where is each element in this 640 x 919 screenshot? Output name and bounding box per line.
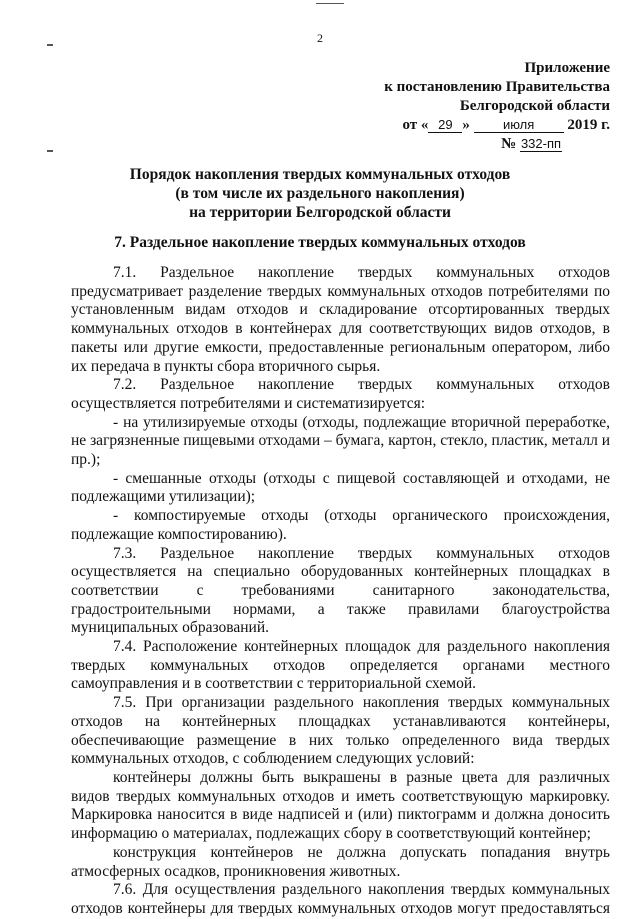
date-day: 29 <box>428 118 462 133</box>
appendix-date <box>360 116 610 135</box>
paragraph-7-6: 7.6. Для осуществления раздельного накопления твердых коммунальных отходов контейнеры для твердых коммунальных отходов могут предоставляться <box>71 881 610 917</box>
scan-mark <box>316 3 344 4</box>
condition-colors: контейнеры должны быть выкрашены в разные цвета для различных видов твердых коммунальных отходов и иметь соответствующую маркировку. Маркировка наносится в виде надписей и (или) пиктограмм и должна доносить информацию о материалах, подлежащих сбору в соответствующий контейнер; <box>71 768 610 843</box>
scan-mark <box>47 150 53 152</box>
appendix-title: Приложение <box>524 60 610 76</box>
page-number: 2 <box>317 31 323 45</box>
paragraph-7-3: 7.3. Раздельное накопление твердых коммунальных отходов осуществляется на специально оборудованных контейнерных площадках в соответствии с требованиями санитарного законодательства, градостроительными нормами, а также правилами благоустройства муниципальных образований. <box>71 544 610 637</box>
paragraph-7-1: 7.1. Раздельное накопление твердых коммунальных отходов предусматривает разделение твердых коммунальных отходов потребителями по установленным видам отходов и складирование отсортированных твердых коммунальных отходов в контейнерах для соответствующих видов отходов, в пакеты или другие емкости, предоставленные региональным оператором, либо их передача в пункты сбора вторичного сырья. <box>71 264 610 375</box>
title-line-3: на территории Белгородской области <box>189 204 451 221</box>
paragraph-7-2: 7.2. Раздельное накопление твердых коммунальных отходов осуществляется потребителями и систематизируется: <box>71 376 610 412</box>
list-item-recyclable: - на утилизируемые отходы (отходы, подлежащие вторичной переработке, не загрязненные пищевыми отходами – бумага, картон, стекло, пластик, металл и пр.); <box>71 413 610 469</box>
date-prefix: от « <box>402 117 429 133</box>
date-mid: » <box>462 117 470 133</box>
appendix-block <box>360 59 610 154</box>
document-title <box>0 165 640 222</box>
title-line-1: Порядок накопления твердых коммунальных отходов <box>129 166 511 183</box>
paragraph-7-5: 7.5. При организации раздельного накопления твердых коммунальных отходов на контейнерных площадках устанавливаются контейнеры, обеспечивающие размещение в них только определенного вида твердых коммунальных отходов, с соблюдением следующих условий: <box>71 694 610 768</box>
list-item-compostable: - компостируемые отходы (отходы органического происхождения, подлежащие компостированию). <box>71 507 610 543</box>
appendix-region: Белгородской области <box>459 98 610 114</box>
section-heading: 7. Раздельное накопление твердых коммунальных отходов <box>114 234 526 251</box>
title-line-2: (в том числе их раздельного накопления) <box>175 185 465 202</box>
date-month: июля <box>474 118 564 133</box>
paragraph-7-4: 7.4. Расположение контейнерных площадок для раздельного накопления твердых коммунальных отходов определяется органами местного самоуправления и в соответствии с территориальной схемой. <box>71 638 610 693</box>
decree-number: 332-пп <box>520 136 562 151</box>
date-year: 2019 г. <box>567 117 610 133</box>
appendix-number-line <box>360 135 610 154</box>
list-item-mixed: - смешанные отходы (отходы с пищевой составляющей и отходами, не подлежащими утилизации); <box>71 469 610 506</box>
condition-construction: конструкция контейнеров не должна допускать попадания внутрь атмосферных осадков, проникновения животных. <box>71 843 610 880</box>
appendix-decree: к постановлению Правительства <box>384 79 610 95</box>
document-body <box>71 264 610 919</box>
number-prefix: № <box>501 136 517 152</box>
